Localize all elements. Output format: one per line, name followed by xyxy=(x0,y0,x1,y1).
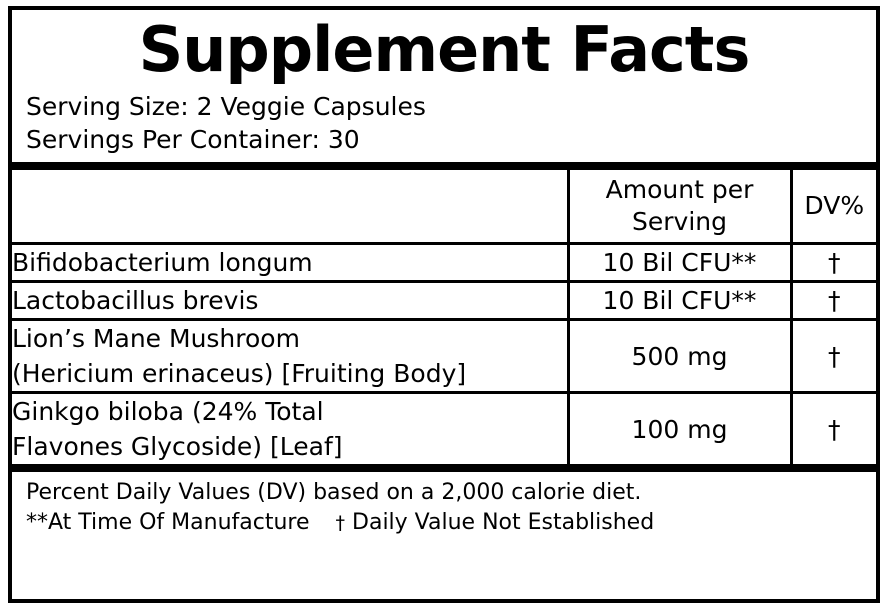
supplement-facts-panel xyxy=(8,6,880,603)
header-dv: DV% xyxy=(791,170,876,244)
title-block xyxy=(12,10,876,88)
nutrient-dv: † xyxy=(791,393,876,465)
serving-size: Serving Size: 2 Veggie Capsules xyxy=(26,92,426,121)
footnote-manufacture: **At Time Of Manufacture xyxy=(26,510,310,535)
nutrient-amount: 500 mg xyxy=(568,320,791,393)
table-row xyxy=(12,320,876,393)
nutrient-name-line2: (Hericium erinaceus) [Fruiting Body] xyxy=(12,359,467,388)
nutrient-dv: † xyxy=(791,244,876,282)
table-row xyxy=(12,393,876,465)
nutrient-name xyxy=(12,393,568,465)
header-nutrient-name xyxy=(12,170,568,244)
nutrient-name xyxy=(12,282,568,320)
header-amount-line1: Amount per xyxy=(605,175,754,204)
nutrient-name-line2: Flavones Glycoside) [Leaf] xyxy=(12,432,343,461)
nutrient-name-line1: Ginkgo biloba (24% Total xyxy=(12,397,324,426)
nutrient-name-line1: Lactobacillus brevis xyxy=(12,286,259,315)
header-amount-line2: Serving xyxy=(632,207,727,236)
nutrient-amount: 10 Bil CFU** xyxy=(568,244,791,282)
table-row xyxy=(12,282,876,320)
table-header-row xyxy=(12,170,876,244)
nutrient-name xyxy=(12,320,568,393)
footnote-daily-values: Percent Daily Values (DV) based on a 2,000 calorie diet. xyxy=(26,480,642,505)
nutrient-name-line1: Bifidobacterium longum xyxy=(12,248,313,277)
footnotes-block xyxy=(12,472,876,542)
table-row xyxy=(12,244,876,282)
page-title: Supplement Facts xyxy=(138,13,750,86)
nutrient-dv: † xyxy=(791,320,876,393)
nutrient-name xyxy=(12,244,568,282)
serving-info xyxy=(12,88,876,162)
nutrient-dv: † xyxy=(791,282,876,320)
nutrient-name-line1: Lion’s Mane Mushroom xyxy=(12,324,300,353)
nutrient-amount: 10 Bil CFU** xyxy=(568,282,791,320)
nutrient-table xyxy=(12,170,876,464)
dagger-icon: † xyxy=(335,512,346,534)
footnote-dagger-note: Daily Value Not Established xyxy=(352,510,655,535)
divider-thick-bottom xyxy=(12,464,876,472)
divider-thick-top xyxy=(12,162,876,170)
nutrient-amount: 100 mg xyxy=(568,393,791,465)
header-amount-per-serving xyxy=(568,170,791,244)
servings-per-container: Servings Per Container: 30 xyxy=(26,125,360,154)
footnote-row xyxy=(26,508,862,538)
